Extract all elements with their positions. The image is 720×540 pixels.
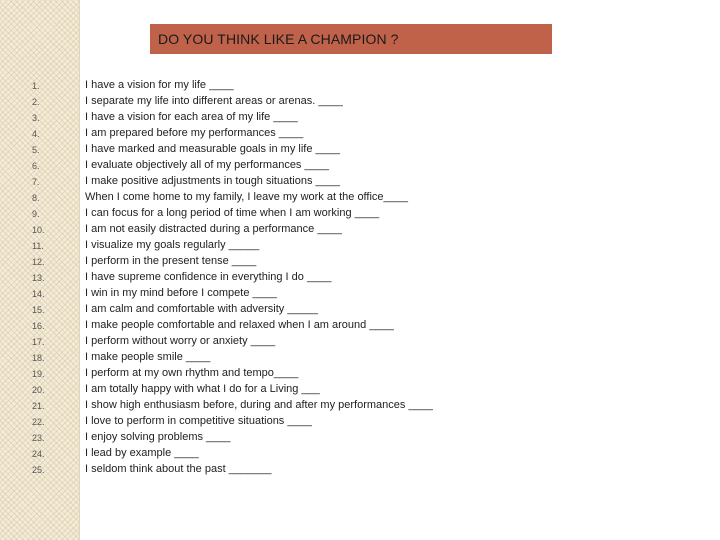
item-text: I visualize my goals regularly _____	[85, 239, 260, 251]
list-item	[0, 173, 720, 189]
item-number: 25.	[32, 465, 45, 475]
item-number: 8.	[32, 193, 40, 203]
item-text: I make positive adjustments in tough situations ____	[85, 175, 340, 187]
list-item	[0, 285, 720, 301]
list-item	[0, 317, 720, 333]
list-item	[0, 333, 720, 349]
list-item	[0, 93, 720, 109]
list-item	[0, 349, 720, 365]
item-text: I make people comfortable and relaxed when I am around ____	[85, 319, 394, 331]
list-item	[0, 157, 720, 173]
list-item	[0, 365, 720, 381]
item-number: 24.	[32, 449, 45, 459]
item-number: 20.	[32, 385, 45, 395]
item-number: 21.	[32, 401, 45, 411]
item-text: I have marked and measurable goals in my life ____	[85, 143, 340, 155]
item-text: I have a vision for my life ____	[85, 79, 234, 91]
list-item	[0, 429, 720, 445]
item-text: I make people smile ____	[85, 351, 211, 363]
item-number: 1.	[32, 81, 40, 91]
list-item	[0, 125, 720, 141]
page-title: DO YOU THINK LIKE A CHAMPION ?	[158, 31, 399, 47]
list-item	[0, 461, 720, 477]
item-text: I can focus for a long period of time when I am working ____	[85, 207, 380, 219]
item-text: I evaluate objectively all of my performances ____	[85, 159, 329, 171]
item-number: 15.	[32, 305, 45, 315]
item-number: 13.	[32, 273, 45, 283]
question-list	[0, 77, 720, 477]
item-text: I separate my life into different areas or arenas. ____	[85, 95, 343, 107]
item-number: 4.	[32, 129, 40, 139]
item-text: I win in my mind before I compete ____	[85, 287, 277, 299]
item-text: I perform at my own rhythm and tempo____	[85, 367, 299, 379]
list-item	[0, 301, 720, 317]
item-text: I have a vision for each area of my life ____	[85, 111, 298, 123]
item-number: 5.	[32, 145, 40, 155]
item-text: I am totally happy with what I do for a Living ___	[85, 383, 320, 395]
list-item	[0, 141, 720, 157]
item-text: I enjoy solving problems ____	[85, 431, 231, 443]
list-item	[0, 445, 720, 461]
item-number: 22.	[32, 417, 45, 427]
item-text: I have supreme confidence in everything I do ____	[85, 271, 332, 283]
item-text: When I come home to my family, I leave my work at the office____	[85, 191, 409, 203]
item-number: 12.	[32, 257, 45, 267]
item-number: 16.	[32, 321, 45, 331]
list-item	[0, 77, 720, 93]
list-item	[0, 221, 720, 237]
title-banner	[150, 24, 552, 54]
item-number: 23.	[32, 433, 45, 443]
item-text: I seldom think about the past _______	[85, 463, 272, 475]
list-item	[0, 269, 720, 285]
list-item	[0, 189, 720, 205]
item-number: 7.	[32, 177, 40, 187]
item-text: I perform in the present tense ____	[85, 255, 257, 267]
item-number: 17.	[32, 337, 45, 347]
list-item	[0, 253, 720, 269]
item-number: 11.	[32, 241, 44, 251]
item-text: I perform without worry or anxiety ____	[85, 335, 276, 347]
item-number: 3.	[32, 113, 40, 123]
list-item	[0, 413, 720, 429]
item-number: 18.	[32, 353, 45, 363]
item-number: 19.	[32, 369, 45, 379]
list-item	[0, 397, 720, 413]
list-item	[0, 381, 720, 397]
item-text: I lead by example ____	[85, 447, 199, 459]
item-number: 10.	[32, 225, 45, 235]
item-text: I show high enthusiasm before, during and after my performances ____	[85, 399, 433, 411]
item-number: 2.	[32, 97, 40, 107]
list-item	[0, 205, 720, 221]
item-number: 6.	[32, 161, 40, 171]
list-item	[0, 109, 720, 125]
item-text: I am prepared before my performances ____	[85, 127, 304, 139]
list-item	[0, 237, 720, 253]
item-number: 14.	[32, 289, 45, 299]
item-number: 9.	[32, 209, 40, 219]
item-text: I am not easily distracted during a performance ____	[85, 223, 342, 235]
item-text: I love to perform in competitive situations ____	[85, 415, 312, 427]
item-text: I am calm and comfortable with adversity _____	[85, 303, 318, 315]
